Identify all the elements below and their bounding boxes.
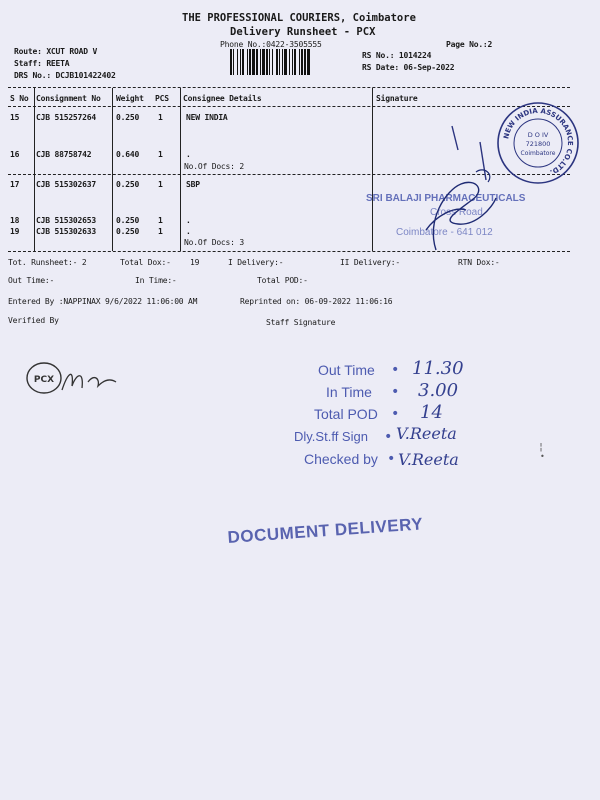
row-consignment: CJB 88758742 xyxy=(36,150,92,159)
row-note: No.Of Docs: 3 xyxy=(184,238,245,247)
row-consignee: . xyxy=(186,216,191,225)
row-sno: 15 xyxy=(10,113,20,122)
page-number: Page No.:2 xyxy=(446,40,493,49)
header-rule xyxy=(8,106,570,107)
drs-number: DRS No.: DCJB101422402 xyxy=(14,71,116,80)
log-out-time-label: Out Time xyxy=(318,362,375,378)
in-time: In Time:- xyxy=(135,276,177,285)
entered-by: Entered By :NAPPINAX 9/6/2022 11:06:00 AM xyxy=(8,297,198,306)
row-weight: 0.250 xyxy=(116,227,140,236)
log-total-pod-label: Total POD xyxy=(314,406,378,422)
col-divider xyxy=(180,88,181,251)
seal-center-2: 721800 xyxy=(525,140,551,148)
pharma-stamp-address-2: Coimbatore - 641 012 xyxy=(396,227,493,238)
row-weight: 0.640 xyxy=(116,150,140,159)
row-consignee: SBP xyxy=(186,180,200,189)
log-dly-sign-label: Dly.St.ff Sign xyxy=(294,429,368,444)
log-checked-by-value: V.Reeta xyxy=(398,450,459,469)
col-header-sno: S No xyxy=(10,94,29,103)
seal-ring-text: NEW INDIA ASSURANCE CO.LTD. xyxy=(502,106,575,177)
col-divider xyxy=(372,88,373,251)
stray-mark: ¦ xyxy=(538,442,545,453)
ii-delivery: II Delivery:- xyxy=(340,258,401,267)
pharma-stamp-name: SRI BALAJI PHARMACEUTICALS xyxy=(366,193,526,204)
rtn-dox: RTN Dox:- xyxy=(458,258,500,267)
total-runsheet: Tot. Runsheet:- 2 xyxy=(8,258,87,267)
col-header-pcs: PCS xyxy=(155,94,169,103)
seal-center-1: D O IV xyxy=(527,131,549,139)
row-weight: 0.250 xyxy=(116,113,140,122)
phone-number: Phone No.:0422-3505555 xyxy=(220,40,322,49)
row-consignee: . xyxy=(186,150,191,159)
row-pcs: 1 xyxy=(158,216,163,225)
col-divider xyxy=(112,88,113,251)
verified-by: Verified By xyxy=(8,316,59,325)
row-weight: 0.250 xyxy=(116,180,140,189)
col-header-weight: Weight xyxy=(116,94,144,103)
seal-center-3: Coimbatore xyxy=(520,150,556,157)
stray-mark: • xyxy=(540,452,545,461)
row-consignee: . xyxy=(186,227,191,236)
col-header-consignee: Consignee Details xyxy=(183,94,262,103)
col-header-signature: Signature xyxy=(376,94,418,103)
log-bullet: • xyxy=(384,429,393,445)
row-sno: 19 xyxy=(10,227,20,236)
runsheet-title: Delivery Runsheet - PCX xyxy=(230,26,376,38)
row-sno: 18 xyxy=(10,216,20,225)
total-pod: Total POD:- xyxy=(257,276,308,285)
log-bullet: • xyxy=(391,384,400,400)
out-time: Out Time:- xyxy=(8,276,55,285)
rs-number: RS No.: 1014224 xyxy=(362,51,432,60)
staff-name: Staff: REETA xyxy=(14,59,70,68)
pharma-stamp-address-1: Cross Road xyxy=(430,207,483,218)
total-dox-label: Total Dox:- xyxy=(120,258,171,267)
row-pcs: 1 xyxy=(158,113,163,122)
table-top-rule xyxy=(8,87,570,88)
log-out-time-value: 11.30 xyxy=(412,358,464,379)
row-consignment: CJB 515257264 xyxy=(36,113,97,122)
row-sno: 17 xyxy=(10,180,20,189)
rs-date: RS Date: 06-Sep-2022 xyxy=(362,63,455,72)
document-delivery-stamp: DOCUMENT DELIVERY xyxy=(227,514,424,547)
i-delivery: I Delivery:- xyxy=(228,258,284,267)
row-consignee: NEW INDIA xyxy=(186,113,228,122)
barcode xyxy=(230,49,356,75)
row-pcs: 1 xyxy=(158,150,163,159)
row-consignment: CJB 515302637 xyxy=(36,180,97,189)
row-weight: 0.250 xyxy=(116,216,140,225)
company-line: THE PROFESSIONAL COURIERS, Coimbatore xyxy=(182,12,416,24)
log-dly-sign-value: V.Reeta xyxy=(396,424,457,443)
row-note: No.Of Docs: 2 xyxy=(184,162,245,171)
row-pcs: 1 xyxy=(158,180,163,189)
col-header-consignment: Consignment No xyxy=(36,94,101,103)
col-divider xyxy=(34,88,35,251)
row-pcs: 1 xyxy=(158,227,163,236)
log-in-time-value: 3.00 xyxy=(418,380,459,401)
staff-signature-label: Staff Signature xyxy=(266,318,336,327)
log-bullet: • xyxy=(391,362,400,378)
assurance-seal xyxy=(496,101,580,185)
row-sno: 16 xyxy=(10,150,20,159)
pharma-signature xyxy=(406,160,506,255)
pcx-logo-stamp xyxy=(22,360,132,400)
reprinted-on: Reprinted on: 06-09-2022 11:06:16 xyxy=(240,297,393,306)
row-consignment: CJB 515302653 xyxy=(36,216,97,225)
total-dox-value: 19 xyxy=(190,258,200,267)
log-bullet: • xyxy=(391,406,400,422)
log-total-pod-value: 14 xyxy=(420,402,443,423)
row-consignment: CJB 515302633 xyxy=(36,227,97,236)
log-bullet: • xyxy=(387,451,396,467)
log-checked-by-label: Checked by xyxy=(304,451,378,467)
log-in-time-label: In Time xyxy=(326,384,372,400)
pcx-logo-text: PCX xyxy=(33,375,55,385)
route: Route: XCUT ROAD V xyxy=(14,47,98,56)
